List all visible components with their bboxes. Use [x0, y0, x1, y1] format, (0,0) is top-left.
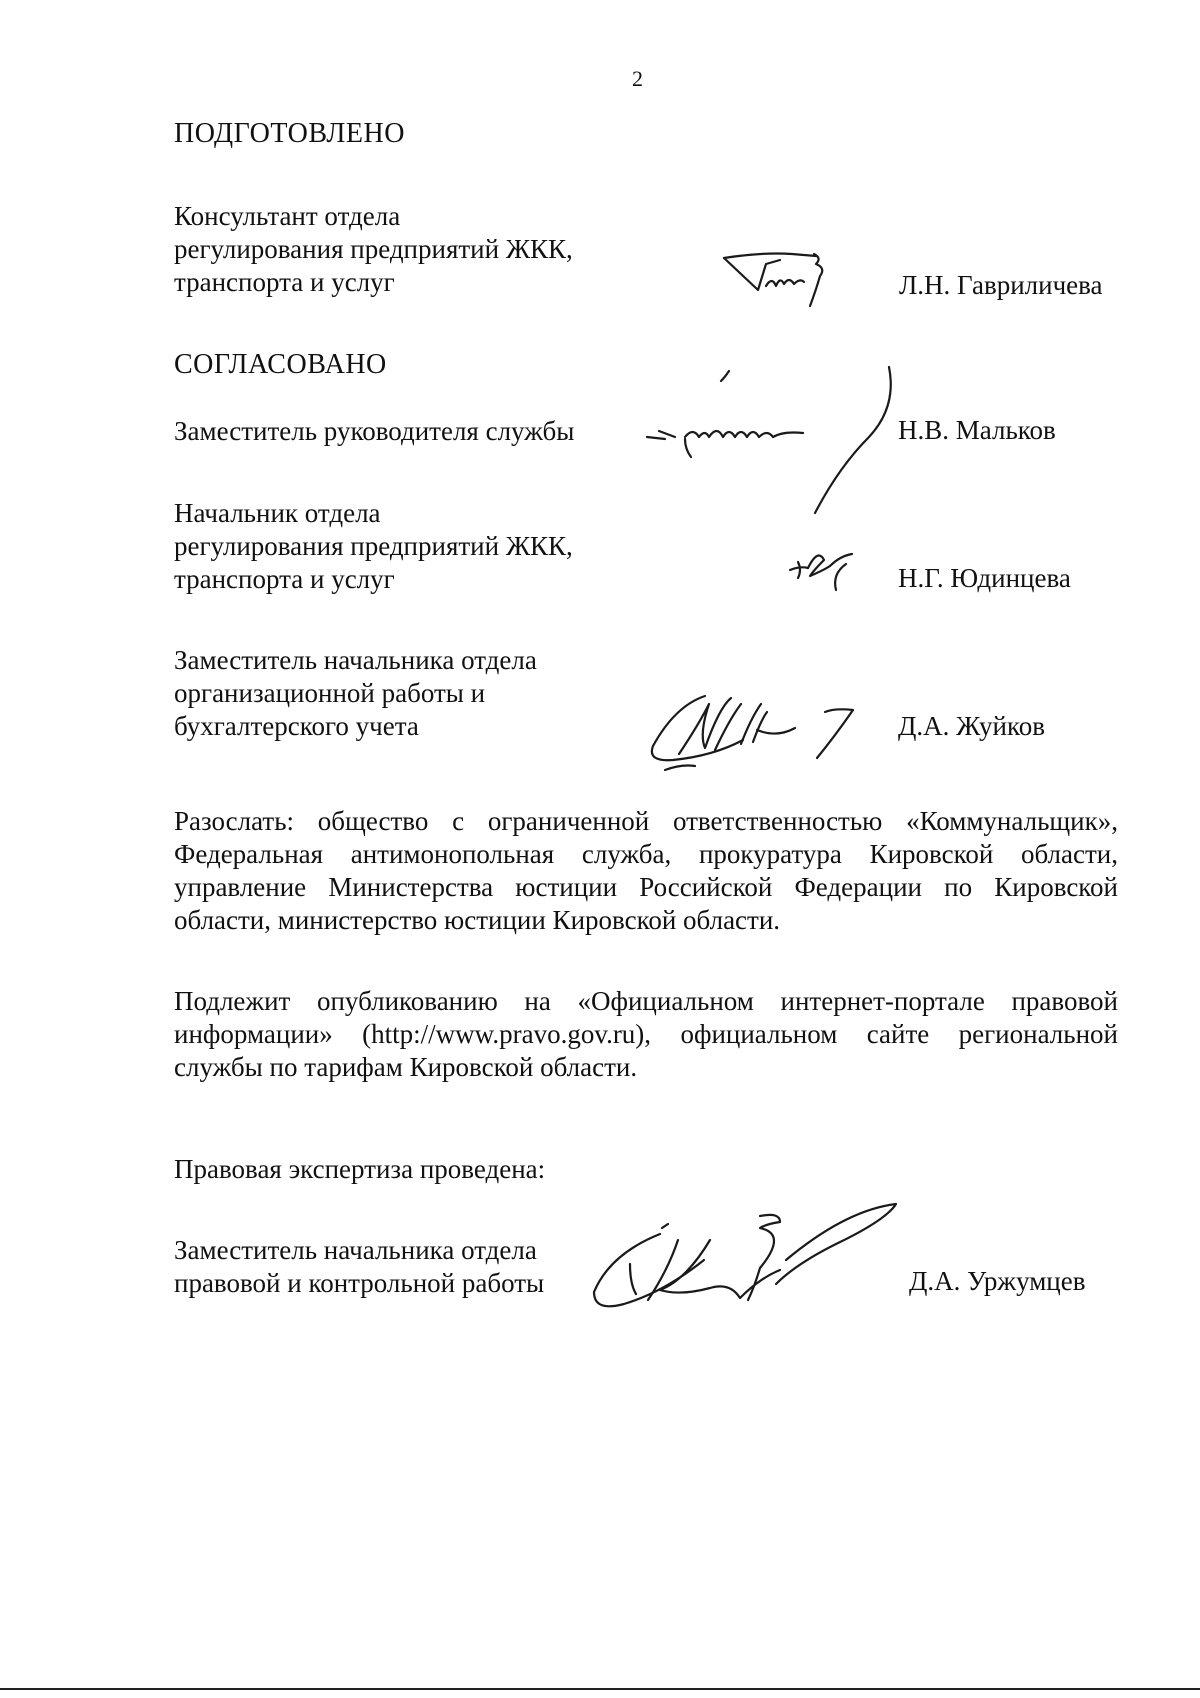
legal-review-heading: Правовая экспертиза проведена:	[174, 1154, 546, 1184]
position-line: регулирования предприятий ЖКК,	[174, 531, 573, 561]
signature-urzhumtsev	[590, 1200, 930, 1320]
publication-line: Подлежит опубликованию на «Официальном интернет-портале правовой	[174, 986, 1118, 1016]
agreed-position-2	[174, 497, 573, 596]
position-line: транспорта и услуг	[174, 564, 395, 594]
signatory-name: Д.А. Уржумцев	[909, 1266, 1086, 1296]
position-line: бухгалтерского учета	[174, 711, 419, 741]
agreed-position-1	[174, 415, 574, 448]
signature-yudintseva	[786, 540, 886, 600]
position-line: Начальник отдела	[174, 498, 381, 528]
position-line: транспорта и услуг	[174, 267, 395, 297]
prepared-heading: ПОДГОТОВЛЕНО	[174, 118, 405, 149]
legal-review-position	[174, 1234, 544, 1300]
distribution-line: управление Министерства юстиции Российской Федерации по Кировской	[174, 872, 1118, 902]
distribution-line: Разослать: общество с ограниченной ответственностью «Коммунальщик»,	[174, 806, 1118, 836]
signature-zhuikov	[645, 690, 895, 780]
publication-note	[174, 985, 1118, 1084]
distribution-line: области, министерство юстиции Кировской области.	[174, 905, 781, 935]
signature-gavrilicheva	[722, 250, 862, 320]
distribution-list	[174, 805, 1118, 937]
signatory-name: Д.А. Жуйков	[898, 711, 1045, 741]
publication-line: информации» (http://www.pravo.gov.ru), официальном сайте региональной	[174, 1019, 1118, 1049]
position-line: организационной работы и	[174, 678, 486, 708]
position-line: Заместитель руководителя службы	[174, 416, 575, 446]
position-line: Заместитель начальника отдела	[174, 1235, 537, 1265]
signatory-name: Н.В. Мальков	[898, 415, 1056, 445]
signature-malkov	[645, 365, 905, 525]
position-line: Консультант отдела	[174, 201, 401, 231]
page-number: 2	[632, 66, 643, 91]
publication-line: службы по тарифам Кировской области.	[174, 1052, 638, 1082]
agreed-position-3	[174, 644, 537, 743]
distribution-line: Федеральная антимонопольная служба, прокуратура Кировской области,	[174, 839, 1118, 869]
agreed-heading: СОГЛАСОВАНО	[174, 349, 387, 380]
prepared-position	[174, 200, 573, 299]
bottom-edge-line	[0, 1688, 1200, 1690]
signatory-name: Л.Н. Гавриличева	[899, 270, 1103, 300]
position-line: правовой и контрольной работы	[174, 1268, 545, 1298]
position-line: Заместитель начальника отдела	[174, 645, 537, 675]
position-line: регулирования предприятий ЖКК,	[174, 234, 573, 264]
signatory-name: Н.Г. Юдинцева	[898, 563, 1071, 593]
